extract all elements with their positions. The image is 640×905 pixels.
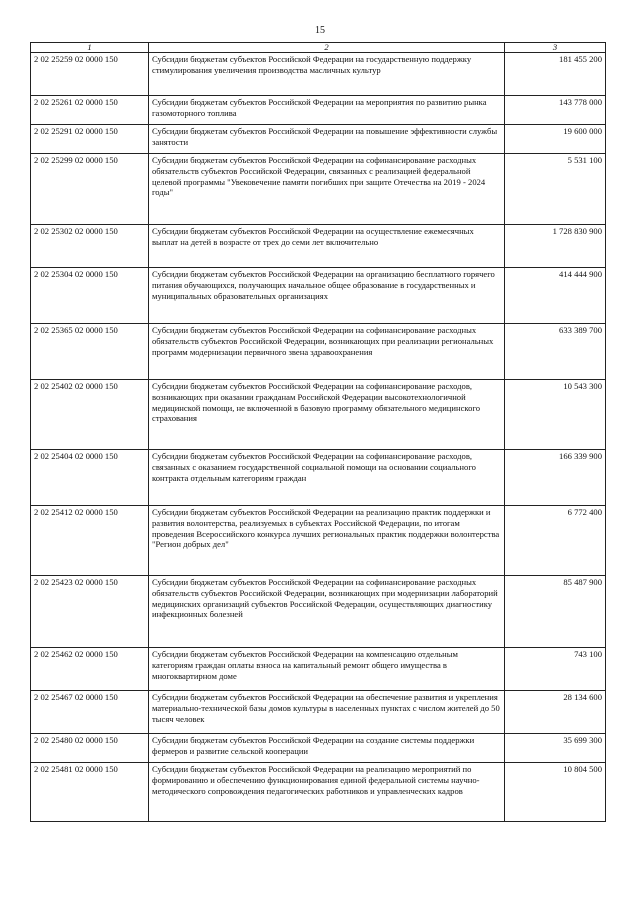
row-amount: 19 600 000 xyxy=(505,125,606,154)
row-code: 2 02 25402 02 0000 150 xyxy=(31,380,149,450)
row-code: 2 02 25261 02 0000 150 xyxy=(31,96,149,125)
table-row xyxy=(31,691,606,734)
row-amount: 85 487 900 xyxy=(505,576,606,648)
row-description: Субсидии бюджетам субъектов Российской Федерации на создание системы поддержки фермеров и развитие сельской кооперации xyxy=(149,734,505,763)
table-row xyxy=(31,648,606,691)
row-description: Субсидии бюджетам субъектов Российской Федерации на государственную поддержку стимулирования увеличения производства масличных культур xyxy=(149,53,505,96)
row-code: 2 02 25480 02 0000 150 xyxy=(31,734,149,763)
row-description: Субсидии бюджетам субъектов Российской Федерации на обеспечение развития и укрепления материально-технической базы домов культуры в населенных пунктах с числом жителей до 50 тысяч человек xyxy=(149,691,505,734)
row-code: 2 02 25462 02 0000 150 xyxy=(31,648,149,691)
row-description: Субсидии бюджетам субъектов Российской Федерации на софинансирование расходных обязательств субъектов Российской Федерации, возникающих при реализации региональных программ модернизации первичного звена здравоохранения xyxy=(149,324,505,380)
row-amount: 181 455 200 xyxy=(505,53,606,96)
table-row xyxy=(31,324,606,380)
table-row xyxy=(31,380,606,450)
row-description: Субсидии бюджетам субъектов Российской Федерации на софинансирование расходов, возникающих при оказании гражданам Российской Федерации высокотехнологичной медицинской помощи, не включенной в базовую программу обязательного медицинского страхования xyxy=(149,380,505,450)
row-code: 2 02 25304 02 0000 150 xyxy=(31,268,149,324)
table-header-row xyxy=(31,43,606,53)
row-code: 2 02 25423 02 0000 150 xyxy=(31,576,149,648)
row-code: 2 02 25412 02 0000 150 xyxy=(31,506,149,576)
column-header-amount: 3 xyxy=(505,43,606,53)
row-description: Субсидии бюджетам субъектов Российской Федерации на реализацию практик поддержки и развития волонтерства, реализуемых в субъектах Российской Федерации, по итогам проведения Всероссийского конкурса лучших региональных практик поддержки волонтерства "Регион добрых дел" xyxy=(149,506,505,576)
row-amount: 35 699 300 xyxy=(505,734,606,763)
row-description: Субсидии бюджетам субъектов Российской Федерации на осуществление ежемесячных выплат на детей в возрасте от трех до семи лет включительно xyxy=(149,225,505,268)
row-code: 2 02 25481 02 0000 150 xyxy=(31,763,149,822)
row-amount: 10 804 500 xyxy=(505,763,606,822)
row-amount: 28 134 600 xyxy=(505,691,606,734)
table-row xyxy=(31,225,606,268)
table-row xyxy=(31,576,606,648)
column-header-code: 1 xyxy=(31,43,149,53)
row-description: Субсидии бюджетам субъектов Российской Федерации на повышение эффективности службы занятости xyxy=(149,125,505,154)
table-row xyxy=(31,125,606,154)
row-amount: 633 389 700 xyxy=(505,324,606,380)
row-code: 2 02 25291 02 0000 150 xyxy=(31,125,149,154)
row-description: Субсидии бюджетам субъектов Российской Федерации на реализацию мероприятий по формированию и обеспечению функционирования единой федеральной системы научно-методического сопровождения педагогических работников и управленческих кадров xyxy=(149,763,505,822)
table-row xyxy=(31,96,606,125)
row-description: Субсидии бюджетам субъектов Российской Федерации на софинансирование расходов, связанных с оказанием государственной социальной помощи на основании социального контракта отдельным категориям граждан xyxy=(149,450,505,506)
row-amount: 6 772 400 xyxy=(505,506,606,576)
table-row xyxy=(31,450,606,506)
row-code: 2 02 25259 02 0000 150 xyxy=(31,53,149,96)
row-description: Субсидии бюджетам субъектов Российской Федерации на софинансирование расходных обязательств субъектов Российской Федерации, возникающих при модернизации лабораторий медицинских организаций субъектов Российской Федерации, осуществляющих диагностику инфекционных болезней xyxy=(149,576,505,648)
table-row xyxy=(31,734,606,763)
row-code: 2 02 25302 02 0000 150 xyxy=(31,225,149,268)
row-description: Субсидии бюджетам субъектов Российской Федерации на компенсацию отдельным категориям граждан оплаты взноса на капитальный ремонт общего имущества в многоквартирном доме xyxy=(149,648,505,691)
row-amount: 5 531 100 xyxy=(505,154,606,225)
row-code: 2 02 25299 02 0000 150 xyxy=(31,154,149,225)
row-code: 2 02 25404 02 0000 150 xyxy=(31,450,149,506)
row-amount: 1 728 830 900 xyxy=(505,225,606,268)
column-header-description: 2 xyxy=(149,43,505,53)
row-description: Субсидии бюджетам субъектов Российской Федерации на организацию бесплатного горячего питания обучающихся, получающих начальное общее образование в государственных и муниципальных образовательных организациях xyxy=(149,268,505,324)
row-code: 2 02 25365 02 0000 150 xyxy=(31,324,149,380)
budget-table xyxy=(30,42,606,822)
table-row xyxy=(31,53,606,96)
table-row xyxy=(31,506,606,576)
table-row xyxy=(31,268,606,324)
row-amount: 10 543 300 xyxy=(505,380,606,450)
row-amount: 743 100 xyxy=(505,648,606,691)
table-row xyxy=(31,154,606,225)
table-row xyxy=(31,763,606,822)
row-code: 2 02 25467 02 0000 150 xyxy=(31,691,149,734)
row-amount: 166 339 900 xyxy=(505,450,606,506)
row-description: Субсидии бюджетам субъектов Российской Федерации на софинансирование расходных обязательств субъектов Российской Федерации, связанных с реализацией федеральной целевой программы "Увековечение памяти погибших при защите Отечества на 2019 - 2024 годы" xyxy=(149,154,505,225)
page-number: 15 xyxy=(315,25,325,36)
row-amount: 414 444 900 xyxy=(505,268,606,324)
row-amount: 143 778 000 xyxy=(505,96,606,125)
row-description: Субсидии бюджетам субъектов Российской Федерации на мероприятия по развитию рынка газомоторного топлива xyxy=(149,96,505,125)
